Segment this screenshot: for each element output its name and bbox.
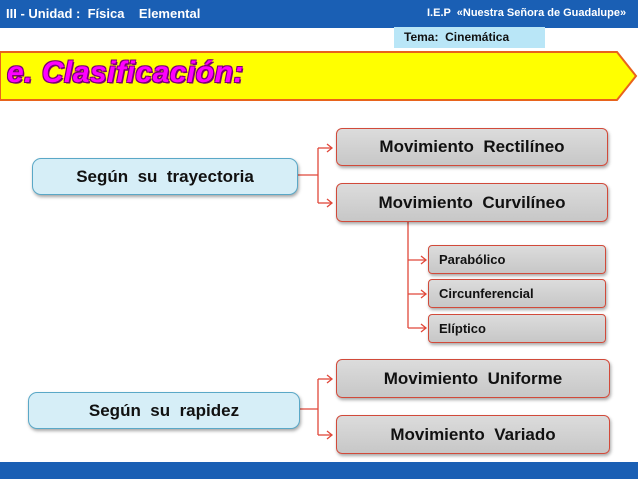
rectilinear-motion: Movimiento Rectilíneo (336, 128, 608, 166)
circular-motion: Circunferencial (428, 279, 606, 308)
footer-bar (0, 462, 638, 479)
school-name: I.E.P «Nuestra Señora de Guadalupe» (427, 7, 627, 19)
curvilinear-motion: Movimiento Curvilíneo (336, 183, 608, 222)
topic-label: Tema: Cinemática (404, 30, 510, 44)
uniform-motion: Movimiento Uniforme (336, 359, 610, 398)
section-title: e. Clasificación: (7, 56, 244, 89)
varied-motion: Movimiento Variado (336, 415, 610, 454)
parabolic-motion: Parabólico (428, 245, 606, 274)
category-trajectory: Según su trayectoria (32, 158, 298, 195)
category-speed: Según su rapidez (28, 392, 300, 429)
unit-title: III - Unidad : Física Elemental (6, 6, 201, 21)
elliptic-motion: Elíptico (428, 314, 606, 343)
